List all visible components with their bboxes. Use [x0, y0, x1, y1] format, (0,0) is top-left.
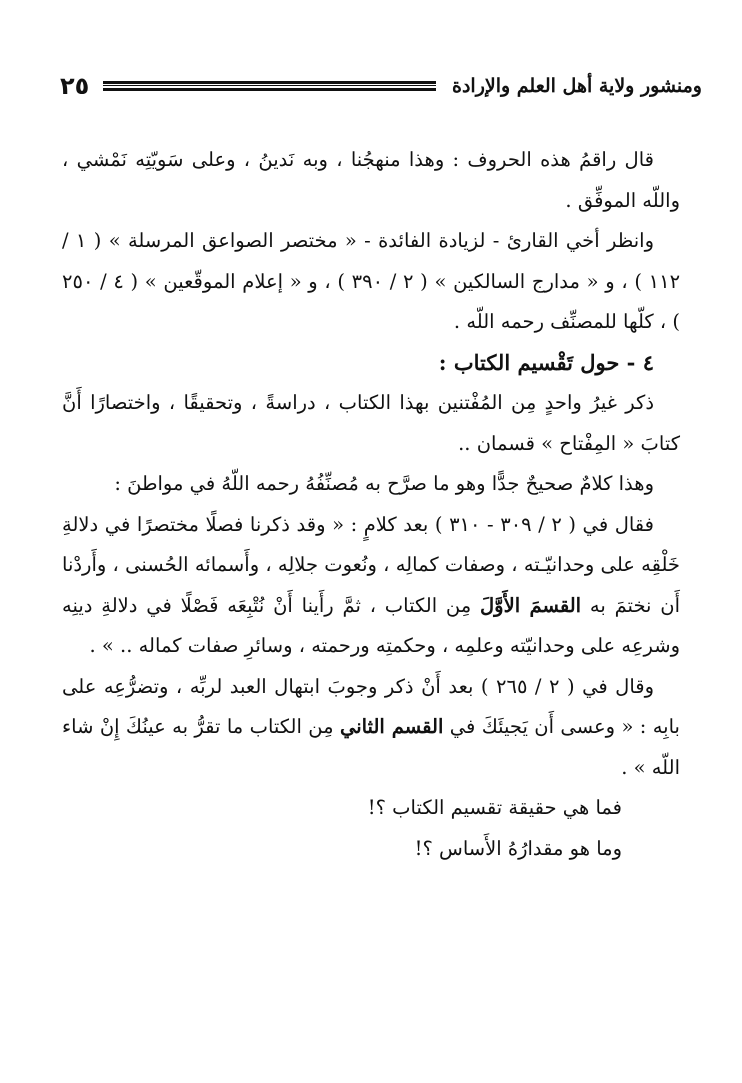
page-header [60, 64, 702, 108]
paragraph-4: وهذا كلامٌ صحيحٌ جدًّا وهو ما صرَّح به مُصنِّفُهُ رحمه اللّهُ في مواطنَ : [114, 472, 654, 495]
paragraph-5-text-a: فقال في ( ٢ / ٣٠٩ - ٣١٠ ) بعد كلامٍ : « وقد ذكرنا فصلًا مختصرًا في دلالةِ خَلْقِه على وحدانيّـته ، وصفات كمالِه ، ونُعوت جلالِه ، وأَسمائه الحُسنى ، وأَردْنا أَن نختمَ به [62, 512, 680, 617]
paragraph-1: قال راقمُ هذه الحروف : وهذا منهجُنا ، وبه نَدينُ ، وعلى سَويّتِه نَمْشي ، واللّه الموفِّق . [62, 148, 680, 212]
paragraph-2: وانظر أخي القارئ - لزيادة الفائدة - « مختصر الصواعق المرسلة » ( ١ / ١١٢ ) ، و « مدارج السالكين » ( ٢ / ٣٩٠ ) ، و « إعلام الموقّعين » ( ٤ / ٢٥٠ ) ، كلّها للمصنِّف رحمه اللّه . [62, 229, 681, 333]
running-title: ومنشور ولاية أهل العلم والإرادة [452, 75, 702, 97]
section-heading: ٤ - حول تَقْسيم الكتاب : [438, 349, 654, 375]
paragraph-5 [62, 505, 680, 667]
header-rule [103, 81, 436, 91]
paragraph-6-text-a: وقال في ( ٢ / ٢٦٥ ) بعد أَنْ ذكر وجوبَ ابتهال العبد لربِّه ، وتضرُّعِه على بابِه : « وعسى أَن يَجيئَكَ في [62, 674, 680, 738]
second-part-emphasis: القسم الثاني [339, 715, 444, 738]
paragraph-5-text-b: مِن الكتاب ، ثمَّ رأَينا أَنْ نُتْبِعَه فَصْلًا في دلالةِ دينِه وشرعِه على وحدانيّته وعلمِه ، وحكمتِه ورحمته ، وسائرِ صفات كماله .. » . [62, 593, 680, 657]
question-1: فما هي حقيقة تقسيم الكتاب ؟! [367, 796, 622, 819]
page-number: ٢٥ [60, 72, 90, 100]
question-2: وما هو مقدارُهُ الأَساس ؟! [414, 836, 622, 860]
paragraph-3: ذكر غيرُ واحدٍ مِن المُفْتنين بهذا الكتاب ، دراسةً ، وتحقيقًا ، واختصارًا أَنَّ كتابَ « المِفْتاح » قسمان .. [62, 391, 680, 455]
page-body [62, 140, 680, 869]
first-part-emphasis: القسمَ الأَوَّلَ [480, 593, 582, 617]
paragraph-6-text-b: مِن الكتاب ما تقرُّ به عينُكَ إِنْ شاء اللّه » . [62, 715, 680, 779]
paragraph-6 [62, 667, 680, 789]
